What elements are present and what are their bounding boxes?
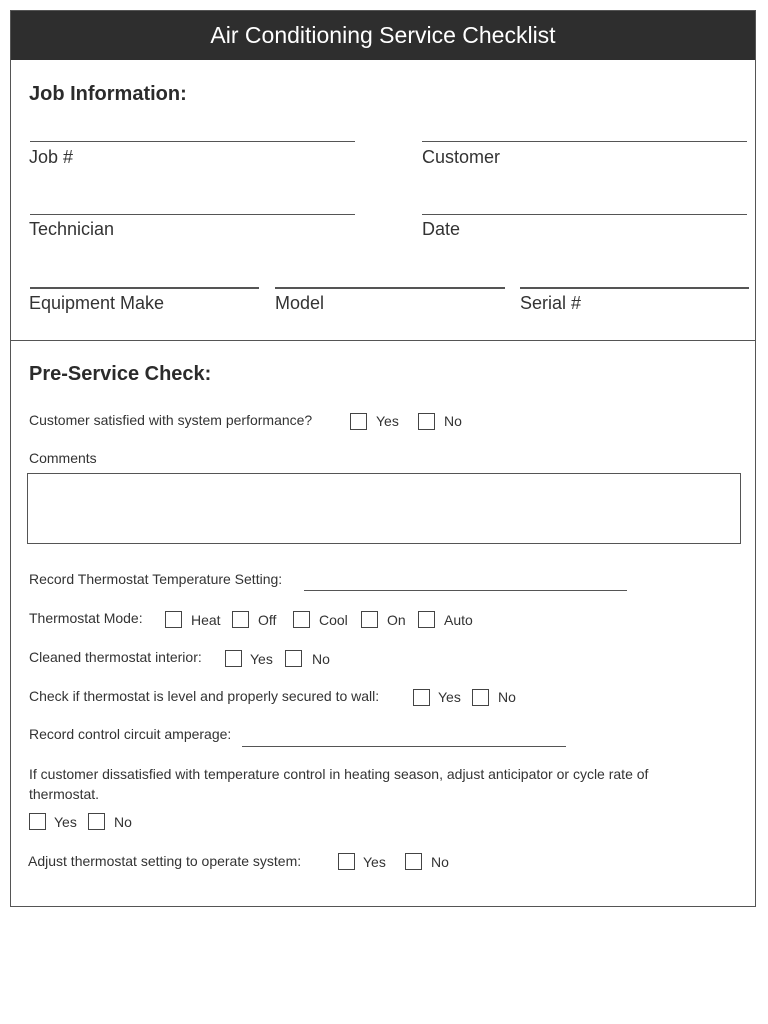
mode-on-checkbox[interactable] (361, 611, 378, 628)
serial-number-label: Serial # (520, 293, 582, 313)
cleaned-yes-checkbox[interactable] (225, 650, 242, 667)
mode-cool-label: Cool (319, 612, 348, 628)
level-yes-label: Yes (438, 689, 461, 705)
thermostat-temp-field[interactable] (304, 590, 627, 591)
cleaned-yes-label: Yes (250, 651, 273, 667)
form-title: Air Conditioning Service Checklist (11, 11, 755, 60)
section-divider (11, 340, 755, 341)
equipment-make-field[interactable] (30, 287, 259, 289)
adjust-yes-checkbox[interactable] (338, 853, 355, 870)
technician-field[interactable] (30, 214, 355, 215)
adjust-no-checkbox[interactable] (405, 853, 422, 870)
mode-cool-checkbox[interactable] (293, 611, 310, 628)
dissatisfied-no-checkbox[interactable] (88, 813, 105, 830)
mode-heat-checkbox[interactable] (165, 611, 182, 628)
level-no-label: No (498, 689, 516, 705)
job-number-label: Job # (29, 147, 74, 167)
comments-textarea[interactable] (27, 473, 741, 544)
cleaned-interior-question: Cleaned thermostat interior: (29, 649, 202, 665)
mode-on-label: On (387, 612, 406, 628)
adjust-setting-question: Adjust thermostat setting to operate system: (28, 853, 302, 869)
model-label: Model (275, 293, 325, 313)
mode-off-label: Off (258, 612, 277, 628)
satisfied-no-label: No (444, 413, 462, 429)
satisfied-yes-checkbox[interactable] (350, 413, 367, 430)
serial-number-field[interactable] (520, 287, 749, 289)
comments-label: Comments (29, 450, 97, 466)
job-number-field[interactable] (30, 141, 355, 142)
customer-label: Customer (422, 147, 501, 167)
satisfied-no-checkbox[interactable] (418, 413, 435, 430)
mode-off-checkbox[interactable] (232, 611, 249, 628)
model-field[interactable] (275, 287, 505, 289)
level-no-checkbox[interactable] (472, 689, 489, 706)
adjust-no-label: No (431, 854, 449, 870)
circuit-amperage-field[interactable] (242, 746, 566, 747)
pre-service-heading: Pre-Service Check: (29, 363, 212, 385)
thermostat-mode-question: Thermostat Mode: (29, 610, 143, 626)
cleaned-no-label: No (312, 651, 330, 667)
customer-field[interactable] (422, 141, 747, 142)
technician-label: Technician (29, 219, 115, 239)
satisfied-question: Customer satisfied with system performance? (29, 412, 313, 428)
dissatisfied-question: If customer dissatisfied with temperature control in heating season, adjust anticipator or cycle rate of thermostat. (29, 766, 649, 802)
mode-auto-checkbox[interactable] (418, 611, 435, 628)
circuit-amperage-question: Record control circuit amperage: (29, 726, 232, 742)
equipment-make-label: Equipment Make (29, 293, 165, 313)
dissatisfied-yes-label: Yes (54, 814, 77, 830)
cleaned-no-checkbox[interactable] (285, 650, 302, 667)
dissatisfied-no-label: No (114, 814, 132, 830)
satisfied-yes-label: Yes (376, 413, 399, 429)
dissatisfied-yes-checkbox[interactable] (29, 813, 46, 830)
date-field[interactable] (422, 214, 747, 215)
date-label: Date (422, 219, 461, 239)
thermostat-temp-question: Record Thermostat Temperature Setting: (29, 571, 283, 587)
level-secured-question: Check if thermostat is level and properly secured to wall: (29, 688, 380, 704)
service-checklist-form (10, 10, 756, 907)
mode-auto-label: Auto (444, 612, 473, 628)
adjust-yes-label: Yes (363, 854, 386, 870)
job-information-heading: Job Information: (29, 83, 187, 105)
mode-heat-label: Heat (191, 612, 221, 628)
level-yes-checkbox[interactable] (413, 689, 430, 706)
